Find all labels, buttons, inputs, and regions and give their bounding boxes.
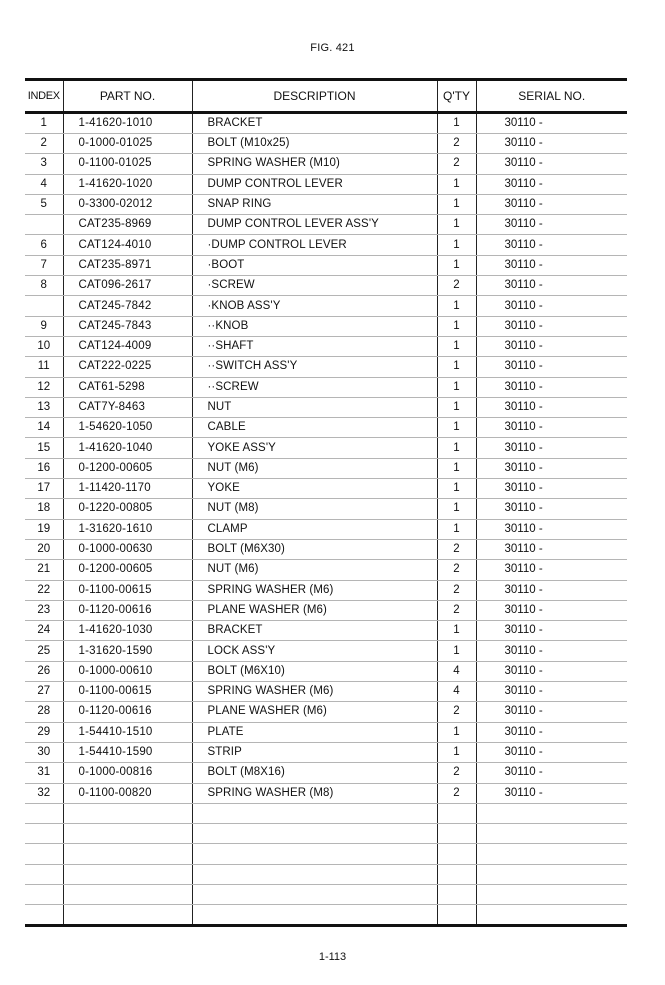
cell-part-no [63,803,192,823]
cell-description: ··SHAFT [192,336,437,356]
cell-qty: 1 [437,113,476,134]
cell-qty: 1 [437,479,476,499]
cell-serial-no: 30110 - [476,722,627,742]
page-number: 1-113 [318,951,347,963]
cell-qty: 1 [437,418,476,438]
cell-description: SPRING WASHER (M8) [192,783,437,803]
table-row [25,255,627,275]
cell-part-no: 1-31620-1610 [63,519,192,539]
table-row [25,519,627,539]
cell-description [192,864,437,884]
cell-part-no: 1-41620-1010 [63,113,192,134]
cell-description: PLATE [192,722,437,742]
cell-serial-no: 30110 - [476,702,627,722]
cell-part-no [63,884,192,904]
cell-serial-no: 30110 - [476,276,627,296]
table-row [25,742,627,762]
cell-index: 18 [25,499,63,519]
cell-qty [437,824,476,844]
cell-description: NUT (M6) [192,458,437,478]
header-part-no: PART NO. [63,80,192,113]
cell-part-no: 0-1100-01025 [63,154,192,174]
table-row [25,113,627,134]
cell-index: 8 [25,276,63,296]
cell-description: YOKE ASS'Y [192,438,437,458]
cell-index: 4 [25,174,63,194]
table-row [25,641,627,661]
cell-qty: 2 [437,560,476,580]
cell-part-no: CAT235-8969 [63,215,192,235]
cell-description: NUT (M6) [192,560,437,580]
cell-part-no: 1-54410-1510 [63,722,192,742]
cell-serial-no: 30110 - [476,560,627,580]
cell-serial-no: 30110 - [476,113,627,134]
cell-index: 9 [25,316,63,336]
cell-qty: 2 [437,702,476,722]
cell-qty [437,844,476,864]
cell-part-no: 0-1100-00615 [63,682,192,702]
cell-description [192,824,437,844]
table-row [25,722,627,742]
cell-qty: 1 [437,438,476,458]
cell-index: 6 [25,235,63,255]
cell-index [25,803,63,823]
cell-serial-no: 30110 - [476,316,627,336]
cell-serial-no: 30110 - [476,438,627,458]
cell-part-no: 1-31620-1590 [63,641,192,661]
cell-part-no: 0-1100-00615 [63,580,192,600]
cell-description: ··SWITCH ASS'Y [192,357,437,377]
cell-description: LOCK ASS'Y [192,641,437,661]
cell-qty: 1 [437,397,476,417]
cell-part-no [63,844,192,864]
cell-serial-no: 30110 - [476,539,627,559]
cell-description [192,844,437,864]
cell-index: 7 [25,255,63,275]
cell-qty [437,884,476,904]
cell-serial-no: 30110 - [476,519,627,539]
cell-serial-no: 30110 - [476,336,627,356]
cell-description: DUMP CONTROL LEVER [192,174,437,194]
cell-qty [437,803,476,823]
cell-serial-no [476,864,627,884]
cell-part-no: CAT245-7843 [63,316,192,336]
cell-serial-no [476,824,627,844]
cell-qty: 1 [437,499,476,519]
cell-description: ·DUMP CONTROL LEVER [192,235,437,255]
cell-index: 28 [25,702,63,722]
cell-serial-no: 30110 - [476,621,627,641]
cell-description: BRACKET [192,621,437,641]
cell-part-no [63,824,192,844]
table-row [25,763,627,783]
cell-serial-no: 30110 - [476,134,627,154]
table-row [25,154,627,174]
parts-table-body [25,113,627,926]
table-row [25,215,627,235]
cell-qty [437,905,476,925]
cell-qty: 1 [437,296,476,316]
table-row [25,174,627,194]
cell-serial-no: 30110 - [476,742,627,762]
cell-description: NUT [192,397,437,417]
cell-description: NUT (M8) [192,499,437,519]
cell-qty: 1 [437,519,476,539]
cell-serial-no: 30110 - [476,296,627,316]
cell-serial-no [476,803,627,823]
cell-serial-no: 30110 - [476,783,627,803]
cell-part-no: CAT222-0225 [63,357,192,377]
cell-serial-no: 30110 - [476,418,627,438]
cell-qty: 1 [437,215,476,235]
cell-serial-no: 30110 - [476,397,627,417]
table-row [25,783,627,803]
cell-part-no: CAT096-2617 [63,276,192,296]
cell-qty: 1 [437,174,476,194]
cell-serial-no [476,884,627,904]
cell-description: SPRING WASHER (M6) [192,682,437,702]
cell-serial-no: 30110 - [476,377,627,397]
cell-index: 24 [25,621,63,641]
cell-qty: 1 [437,641,476,661]
cell-serial-no: 30110 - [476,479,627,499]
header-description: DESCRIPTION [192,80,437,113]
table-row [25,803,627,823]
cell-part-no: 0-1120-00616 [63,702,192,722]
cell-part-no: 0-1000-01025 [63,134,192,154]
cell-serial-no: 30110 - [476,357,627,377]
cell-index: 20 [25,539,63,559]
cell-index: 26 [25,661,63,681]
table-row [25,580,627,600]
table-row [25,844,627,864]
cell-index: 27 [25,682,63,702]
cell-part-no: CAT124-4010 [63,235,192,255]
cell-description: ·KNOB ASS'Y [192,296,437,316]
header-serial-no: SERIAL NO. [476,80,627,113]
table-row [25,296,627,316]
cell-part-no: CAT61-5298 [63,377,192,397]
cell-index: 29 [25,722,63,742]
cell-index: 23 [25,600,63,620]
table-row [25,377,627,397]
cell-index [25,864,63,884]
cell-serial-no: 30110 - [476,661,627,681]
cell-part-no: 1-41620-1040 [63,438,192,458]
table-row [25,621,627,641]
cell-description: PLANE WASHER (M6) [192,600,437,620]
cell-description: ·BOOT [192,255,437,275]
cell-part-no: 1-41620-1030 [63,621,192,641]
cell-index [25,824,63,844]
cell-serial-no: 30110 - [476,580,627,600]
cell-serial-no: 30110 - [476,154,627,174]
cell-part-no [63,864,192,884]
table-header-row [25,80,627,113]
cell-index: 14 [25,418,63,438]
table-row [25,864,627,884]
cell-index: 10 [25,336,63,356]
cell-part-no: 0-1100-00820 [63,783,192,803]
cell-part-no: 0-1220-00805 [63,499,192,519]
cell-part-no: 0-1000-00816 [63,763,192,783]
parts-list-table [25,78,627,927]
cell-qty: 1 [437,336,476,356]
cell-description: CLAMP [192,519,437,539]
table-row [25,661,627,681]
cell-description: ··SCREW [192,377,437,397]
cell-index: 22 [25,580,63,600]
cell-part-no: 0-1000-00630 [63,539,192,559]
cell-index: 21 [25,560,63,580]
cell-description [192,884,437,904]
cell-part-no: 0-1200-00605 [63,458,192,478]
cell-serial-no: 30110 - [476,458,627,478]
cell-serial-no: 30110 - [476,682,627,702]
cell-qty: 1 [437,316,476,336]
table-row [25,539,627,559]
cell-serial-no: 30110 - [476,215,627,235]
cell-index: 1 [25,113,63,134]
cell-index: 32 [25,783,63,803]
cell-description: STRIP [192,742,437,762]
figure-title: FIG. 421 [310,42,355,54]
header-qty: Q'TY [437,80,476,113]
cell-index: 3 [25,154,63,174]
cell-serial-no: 30110 - [476,600,627,620]
cell-description: BRACKET [192,113,437,134]
cell-index: 5 [25,194,63,214]
table-row [25,276,627,296]
cell-description: BOLT (M6X10) [192,661,437,681]
cell-qty: 2 [437,600,476,620]
cell-index: 16 [25,458,63,478]
cell-index: 13 [25,397,63,417]
cell-qty: 1 [437,742,476,762]
cell-qty: 1 [437,255,476,275]
cell-serial-no: 30110 - [476,499,627,519]
cell-index: 2 [25,134,63,154]
cell-part-no: CAT235-8971 [63,255,192,275]
table-row [25,499,627,519]
cell-qty: 2 [437,580,476,600]
cell-description: BOLT (M10x25) [192,134,437,154]
cell-description: ·SCREW [192,276,437,296]
table-row [25,397,627,417]
cell-serial-no: 30110 - [476,235,627,255]
cell-index: 17 [25,479,63,499]
cell-description: SPRING WASHER (M10) [192,154,437,174]
table-row [25,316,627,336]
cell-part-no: 0-1120-00616 [63,600,192,620]
cell-serial-no: 30110 - [476,641,627,661]
cell-serial-no [476,905,627,925]
cell-qty: 4 [437,682,476,702]
table-row [25,357,627,377]
cell-qty [437,864,476,884]
cell-index: 12 [25,377,63,397]
cell-qty: 4 [437,661,476,681]
table-row [25,560,627,580]
cell-serial-no: 30110 - [476,763,627,783]
cell-part-no: 1-54410-1590 [63,742,192,762]
cell-serial-no: 30110 - [476,174,627,194]
cell-part-no: 1-41620-1020 [63,174,192,194]
cell-part-no: 0-1000-00610 [63,661,192,681]
cell-qty: 1 [437,621,476,641]
cell-description: SPRING WASHER (M6) [192,580,437,600]
table-row [25,682,627,702]
cell-index: 30 [25,742,63,762]
table-row [25,479,627,499]
cell-qty: 1 [437,722,476,742]
cell-index [25,296,63,316]
cell-part-no: CAT124-4009 [63,336,192,356]
table-row [25,438,627,458]
header-index: INDEX [25,80,63,113]
cell-index: 15 [25,438,63,458]
cell-qty: 2 [437,763,476,783]
cell-index: 11 [25,357,63,377]
cell-index [25,884,63,904]
cell-serial-no [476,844,627,864]
table-row [25,194,627,214]
cell-part-no: CAT7Y-8463 [63,397,192,417]
cell-part-no: 0-1200-00605 [63,560,192,580]
cell-qty: 1 [437,194,476,214]
cell-description: BOLT (M8X16) [192,763,437,783]
cell-qty: 1 [437,235,476,255]
cell-qty: 1 [437,377,476,397]
cell-description: DUMP CONTROL LEVER ASS'Y [192,215,437,235]
table-row [25,884,627,904]
cell-qty: 2 [437,276,476,296]
cell-description: PLANE WASHER (M6) [192,702,437,722]
cell-index: 31 [25,763,63,783]
table-row [25,336,627,356]
cell-description: CABLE [192,418,437,438]
table-row [25,905,627,925]
cell-part-no: CAT245-7842 [63,296,192,316]
cell-part-no [63,905,192,925]
cell-qty: 1 [437,458,476,478]
cell-description [192,905,437,925]
table-row [25,235,627,255]
cell-qty: 2 [437,134,476,154]
cell-serial-no: 30110 - [476,194,627,214]
cell-description: ··KNOB [192,316,437,336]
cell-description: BOLT (M6X30) [192,539,437,559]
table-row [25,134,627,154]
table-row [25,824,627,844]
cell-qty: 2 [437,154,476,174]
cell-qty: 2 [437,539,476,559]
cell-part-no: 0-3300-02012 [63,194,192,214]
cell-index [25,905,63,925]
table-row [25,458,627,478]
cell-serial-no: 30110 - [476,255,627,275]
cell-index: 25 [25,641,63,661]
cell-qty: 1 [437,357,476,377]
table-row [25,702,627,722]
cell-index [25,215,63,235]
cell-description: YOKE [192,479,437,499]
table-row [25,600,627,620]
cell-part-no: 1-54620-1050 [63,418,192,438]
cell-description: SNAP RING [192,194,437,214]
cell-description [192,803,437,823]
cell-index: 19 [25,519,63,539]
cell-part-no: 1-11420-1170 [63,479,192,499]
table-row [25,418,627,438]
cell-index [25,844,63,864]
cell-qty: 2 [437,783,476,803]
